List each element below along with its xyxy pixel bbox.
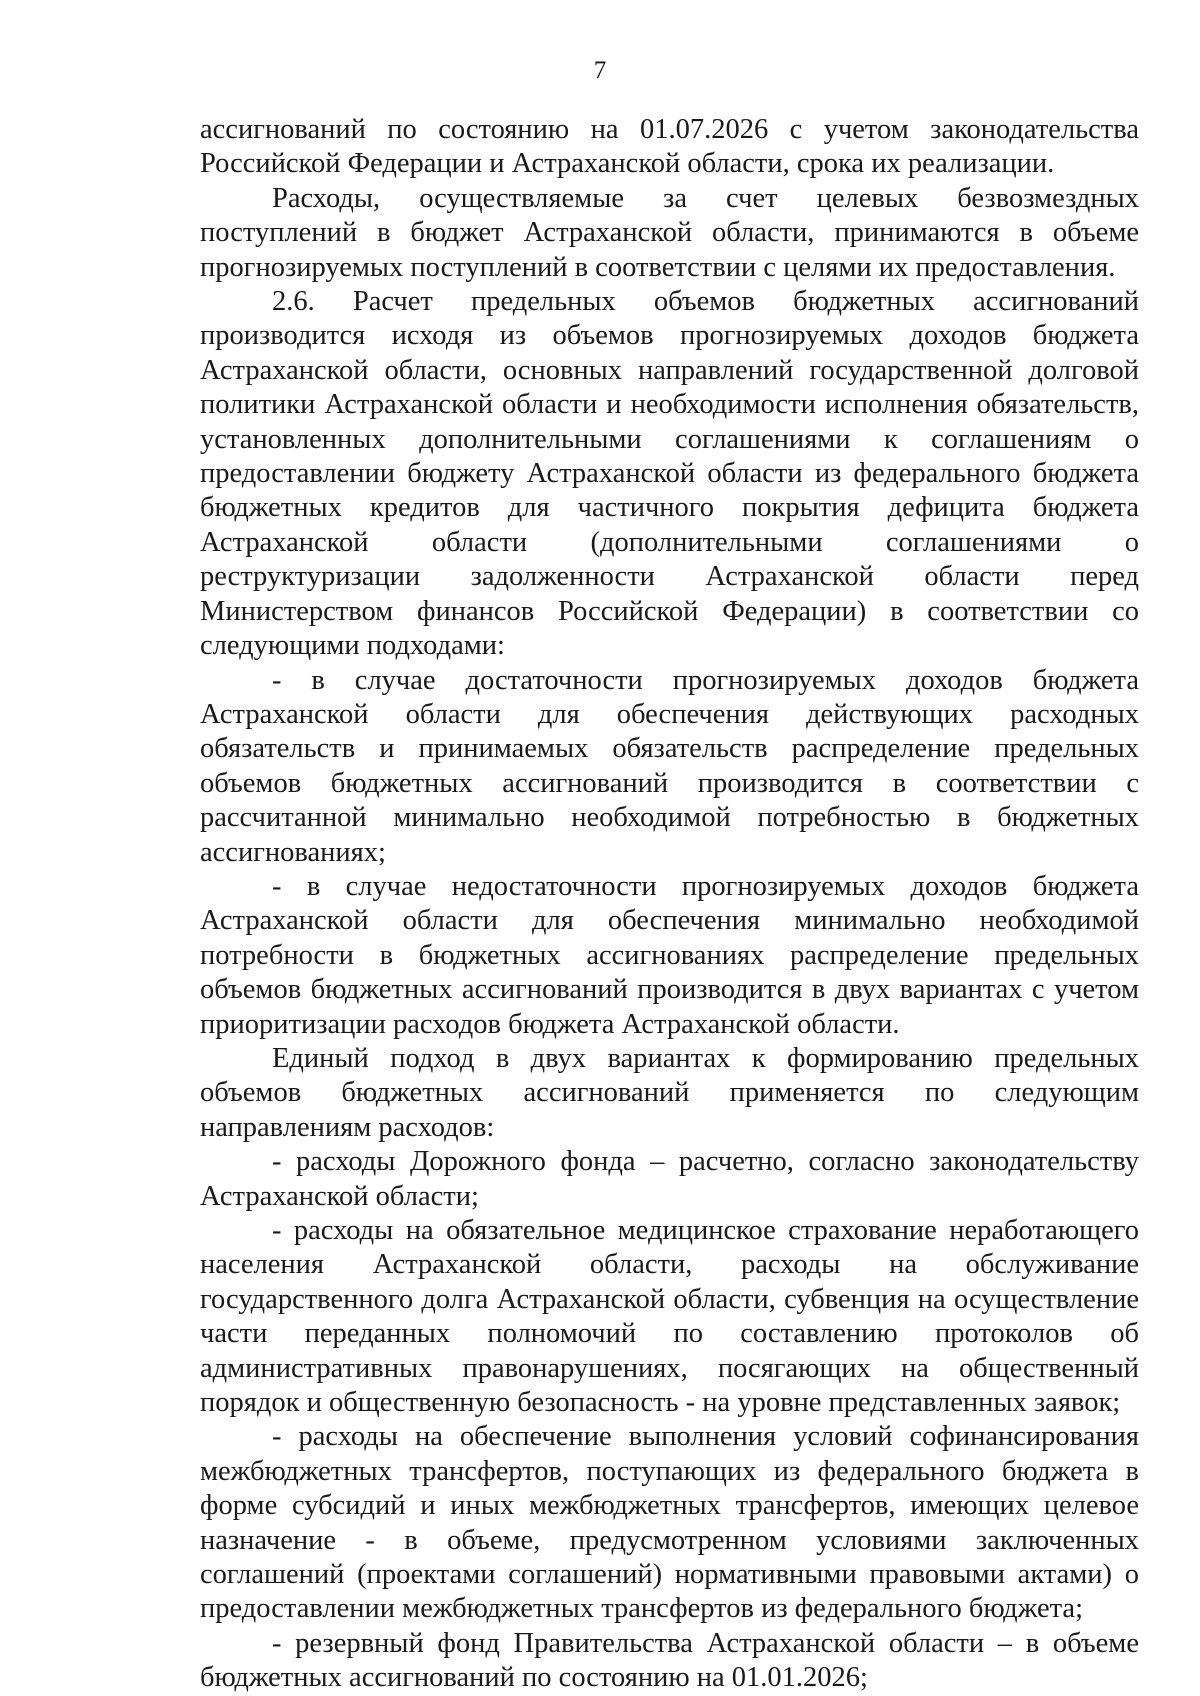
paragraph: - расходы на обязательное медицинское страхование неработающего населения Астраханской области, расходы на обслуживание государственного долга Астраханской области, субвенция на осуществление части переданных полномочий по составлению протоколов об административных правонарушениях, посягающих на общественный порядок и общественную безопасность - на уровне представленных заявок;	[200, 1215, 1139, 1419]
page-number: 7	[593, 57, 607, 84]
paragraph: - расходы на обеспечение выполнения условий софинансирования межбюджетных трансфертов, поступающих из федерального бюджета в форме субсидий и иных межбюджетных трансфертов, имеющих целевое назначение - в объеме, предусмотренном условиями заключенных соглашений (проектами соглашений) нормативными правовыми актами) о предоставлении межбюджетных трансфертов из федерального бюджета;	[200, 1421, 1139, 1625]
paragraph: - резервный фонд Правительства Астраханской области – в объеме бюджетных ассигнований по состоянию на 01.01.2026;	[200, 1627, 1139, 1694]
paragraph: 2.6. Расчет предельных объемов бюджетных ассигнований производится исходя из объемов прогнозируемых доходов бюджета Астраханской области, основных направлений государственной долговой политики Астраханской области и необходимости исполнения обязательств, установленных дополнительными соглашениями к соглашениям о предоставлении бюджету Астраханской области из федерального бюджета бюджетных кредитов для частичного покрытия дефицита бюджета Астраханской области (дополнительными соглашениями о реструктуризации задолженности Астраханской области перед Министерством финансов Российской Федерации) в соответствии со следующими подходами:	[200, 286, 1139, 662]
paragraph: - в случае достаточности прогнозируемых доходов бюджета Астраханской области для обеспечения действующих расходных обязательств и принимаемых обязательств распределение предельных объемов бюджетных ассигнований производится в соответствии с рассчитанной минимально необходимой потребностью в бюджетных ассигнованиях;	[200, 664, 1139, 868]
paragraph: - в случае недостаточности прогнозируемых доходов бюджета Астраханской области для обеспечения минимально необходимой потребности в бюджетных ассигнованиях распределение предельных объемов бюджетных ассигнований производится в двух вариантах с учетом приоритизации расходов бюджета Астраханской области.	[200, 870, 1139, 1040]
paragraph: Единый подход в двух вариантах к формированию предельных объемов бюджетных ассигнований применяется по следующим направлениям расходов:	[200, 1042, 1139, 1143]
document-body	[200, 113, 1139, 1696]
paragraph: ассигнований по состоянию на 01.07.2026 с учетом законодательства Российской Федерации и Астраханской области, срока их реализации.	[200, 114, 1139, 180]
paragraph: Расходы, осуществляемые за счет целевых безвозмездных поступлений в бюджет Астраханской области, принимаются в объеме прогнозируемых поступлений в соответствии с целями их предоставления.	[200, 182, 1139, 283]
paragraph: - расходы Дорожного фонда – расчетно, согласно законодательству Астраханской области;	[200, 1146, 1139, 1212]
